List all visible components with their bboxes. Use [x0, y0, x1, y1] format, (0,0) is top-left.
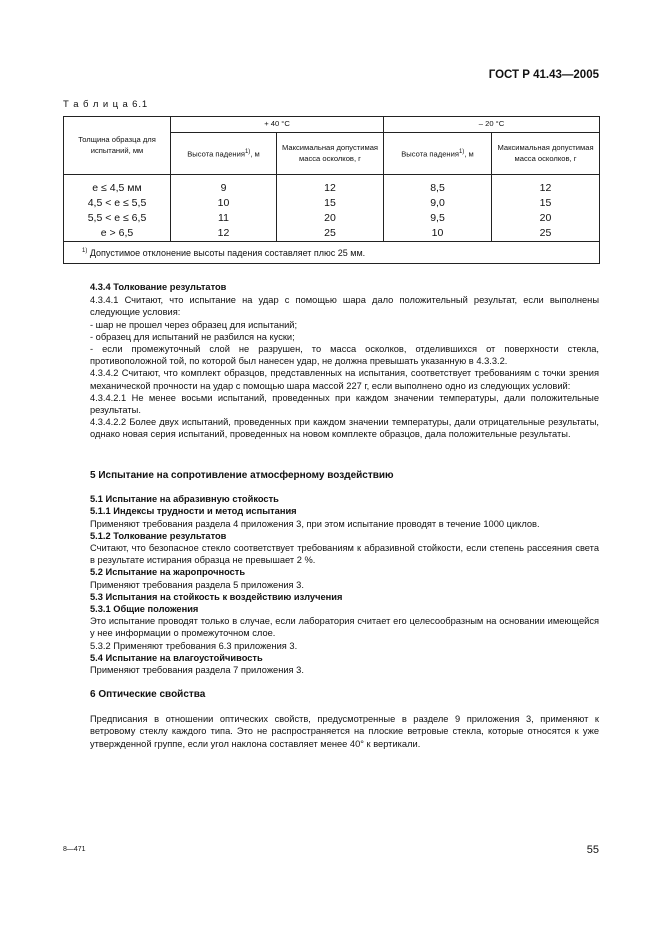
cell-h40: 9: [171, 181, 277, 196]
section-5-3-2-text: 5.3.2 Применяют требования 6.3 приложения 3.: [90, 640, 298, 651]
cell-m20: 15: [492, 196, 600, 211]
footnote-ref: 1): [458, 148, 465, 155]
group-plus40: + 40 °С: [171, 117, 384, 133]
standard-number: ГОСТ Р 41.43—2005: [488, 69, 599, 81]
section-5-1-title: 5.1 Испытание на абразивную стойкость: [90, 494, 279, 505]
cell-m40: 12: [277, 181, 384, 196]
para-4-3-4-2-2: 4.3.4.2.2 Более двух испытаний, проведенных при каждом значении температуры, дали отрицательные результаты, однако новая серия испытаний, проведенных на новом комплекте образцов, дала положительные результаты.: [90, 417, 599, 440]
para-4-3-4-1: 4.3.4.1 Считают, что испытание на удар с помощью шара дало положительный результат, если выполнены следующие условия:: [90, 295, 599, 318]
para-4-3-4-2-1: 4.3.4.2.1 Не менее восьми испытаний, проведенных при каждом значении температуры, дали положительные результаты.: [90, 392, 599, 416]
cell-h40: 12: [171, 226, 277, 242]
section-5-3-title: 5.3 Испытания на стойкость к воздействию излучения: [90, 591, 343, 602]
section-5-4-title: 5.4 Испытание на влагоустойчивость: [90, 652, 263, 663]
table-row: [64, 181, 600, 196]
section-6-title: 6 Оптические свойства: [90, 689, 206, 700]
table-6-1: [63, 116, 600, 264]
section-6-text: Предписания в отношении оптических свойств, предусмотренные в разделе 9 приложения 3, применяют к ветровому стеклу каждого типа. Это не распространяется на плоские ветровые стекла, которые относятся к уже утвержденной группе, если угол наклона составляет менее 40° к вертикали.: [90, 714, 599, 749]
table-row: [64, 196, 600, 211]
section-5-1-1-title: 5.1.1 Индексы трудности и метод испытания: [90, 506, 297, 517]
cell-m40: 15: [277, 196, 384, 211]
cell-h40: 10: [171, 196, 277, 211]
cell-range: e > 6,5: [64, 226, 171, 242]
section-5-2-text: Применяют требования раздела 5 приложения 3.: [90, 579, 304, 590]
body-text: [75, 281, 599, 441]
thickness-header: Толщина образца для испытаний, мм: [64, 117, 171, 175]
section-5: [75, 470, 599, 676]
cell-m20: 12: [492, 181, 600, 196]
section-5-3-1-title: 5.3.1 Общие положения: [90, 604, 199, 615]
section-5-title: 5 Испытание на сопротивление атмосферному воздействию: [90, 470, 394, 481]
table-footnote: [64, 241, 600, 263]
cell-h20: 8,5: [384, 181, 492, 196]
table-row: [64, 226, 600, 242]
footnote-mark: 1): [82, 247, 88, 254]
condition-1: - шар не прошел через образец для испытаний;: [90, 319, 298, 330]
print-code: 8—471: [63, 846, 86, 853]
section-6: [75, 689, 599, 750]
cell-range: 4,5 < e ≤ 5,5: [64, 196, 171, 211]
section-5-4-text: Применяют требования раздела 7 приложения 3.: [90, 665, 304, 676]
table-row: [64, 211, 600, 226]
section-5-1-2-text: Считают, что безопасное стекло соответствует требованиям к абразивной стойкости, если степень рассеяния света в результате истирания образца не превышает 2 %.: [90, 543, 599, 566]
group-minus20: – 20 °С: [384, 117, 600, 133]
cell-m40: 20: [277, 211, 384, 226]
section-5-3-1-text: Это испытание проводят только в случае, если лаборатория считает его целесообразным на основании имеющейся у нее информации о промежуточном слое.: [90, 616, 599, 639]
table-caption: Т а б л и ц а 6.1: [63, 99, 149, 110]
section-4-3-4-title: 4.3.4 Толкование результатов: [90, 282, 227, 292]
cell-m20: 25: [492, 226, 600, 242]
footnote-text: Допустимое отклонение высоты падения составляет плюс 25 мм.: [89, 247, 366, 258]
cell-range: 5,5 < e ≤ 6,5: [64, 211, 171, 226]
condition-3: - если промежуточный слой не разрушен, то масса осколков, отделившихся от поверхности стекла, противоположной той, по которой был нанесен удар, не должна превышать указанную в 4.3.3.2.: [90, 344, 599, 367]
cell-m20: 20: [492, 211, 600, 226]
section-5-1-2-title: 5.1.2 Толкование результатов: [90, 530, 227, 541]
section-5-2-title: 5.2 Испытание на жаропрочность: [90, 567, 246, 578]
cell-m40: 25: [277, 226, 384, 242]
drop-height-header-plus40: Высота падения$^{1)}$, м: [171, 133, 277, 175]
cell-h20: 9,5: [384, 211, 492, 226]
condition-2: - образец для испытаний не разбился на куски;: [90, 331, 295, 342]
cell-h20: 10: [384, 226, 492, 242]
drop-height-header-minus20: Высота падения$^{1)}$, м: [384, 133, 492, 175]
footnote-ref: 1): [244, 148, 251, 155]
max-mass-header-plus40: Максимальная допустимая масса осколков, г: [277, 133, 384, 175]
max-mass-header-minus20: Максимальная допустимая масса осколков, г: [492, 133, 600, 175]
cell-range: e ≤ 4,5 мм: [64, 181, 171, 196]
page-number: 55: [586, 844, 599, 856]
cell-h20: 9,0: [384, 196, 492, 211]
para-4-3-4-2: 4.3.4.2 Считают, что комплект образцов, представленных на испытания, соответствует требованиям с точки зрения механической прочности на удар с помощью шара массой 227 г, если выполнено одно из следующих условий:: [90, 368, 599, 391]
cell-h40: 11: [171, 211, 277, 226]
section-5-1-1-text: Применяют требования раздела 4 приложения 3, при этом испытание проводят в течение 1000 циклов.: [90, 518, 540, 529]
